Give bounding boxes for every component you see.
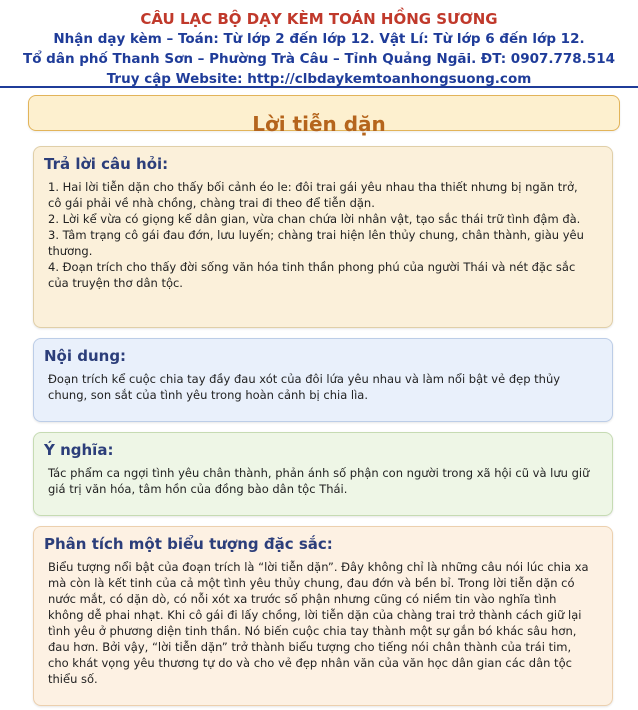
answer-item: 2. Lời kể vừa có giọng kể dân gian, vừa chan chứa lời nhân vật, tạo sắc thái trữ tình đậm đà. <box>48 212 581 226</box>
header-line-subjects: Nhận dạy kèm – Toán: Từ lớp 2 đến lớp 12. Vật Lí: Từ lớp 6 đến lớp 12. <box>53 31 585 47</box>
content-card <box>33 338 613 422</box>
analysis-heading: Phân tích một biểu tượng đặc sắc: <box>44 535 333 553</box>
header-line-website: Truy cập Website: http://clbdaykemtoanhongsuong.com <box>106 71 532 87</box>
content-text: Đoạn trích kể cuộc chia tay đầy đau xót của đôi lứa yêu nhau và làm nổi bật vẻ đẹp thủy chung, son sắt của tình yêu trong hoàn cảnh bị chia lìa. <box>48 372 561 402</box>
page-header <box>0 0 638 89</box>
answers-card <box>33 146 613 328</box>
header-divider <box>0 86 638 88</box>
meaning-heading: Ý nghĩa: <box>44 441 114 459</box>
analysis-text: Biểu tượng nổi bật của đoạn trích là “lời tiễn dặn”. Đây không chỉ là những câu nói lúc chia xa mà còn là kết tinh của cả một tình yêu thủy chung, đau đớn và bền bỉ. Trong lời tiễn dặn có nước mắt, có dặn dò, có nỗi xót xa trước số phận nhưng cũng có niềm tin vào nghĩa tình không dễ phai nhạt. Khi cô gái đi lấy chồng, lời tiễn dặn của chàng trai trở thành cách giữ lại tình yêu ở phương diện tinh thần. Nó biến cuộc chia tay thành một sự gắn bó khác sâu hơn, đau hơn. Bởi vậy, “lời tiễn dặn” trở thành biểu tượng cho tiếng nói chân thành của trái tim, cho khát vọng yêu thương tự do và cho vẻ đẹp nhân văn của văn học dân gian các dân tộc thiểu số. <box>48 560 589 686</box>
meaning-text: Tác phẩm ca ngợi tình yêu chân thành, phản ánh số phận con người trong xã hội cũ và lưu giữ giá trị văn hóa, tâm hồn của đồng bào dân tộc Thái. <box>48 466 590 496</box>
club-name: CÂU LẠC BỘ DẠY KÈM TOÁN HỒNG SƯƠNG <box>140 10 498 28</box>
answer-item: 1. Hai lời tiễn dặn cho thấy bối cảnh éo le: đôi trai gái yêu nhau tha thiết nhưng bị ngăn trở, cô gái phải về nhà chồng, chàng trai đi theo để tiễn dặn. <box>48 180 578 210</box>
answers-heading: Trả lời câu hỏi: <box>44 155 169 173</box>
answer-item: 4. Đoạn trích cho thấy đời sống văn hóa tinh thần phong phú của người Thái và nét đặc sắc của truyện thơ dân tộc. <box>48 260 576 290</box>
header-line-address: Tổ dân phố Thanh Sơn – Phường Trà Câu – Tỉnh Quảng Ngãi. ĐT: 0907.778.514 <box>23 51 615 67</box>
answer-item: 3. Tâm trạng cô gái đau đớn, lưu luyến; chàng trai hiện lên thủy chung, chân thành, giàu yêu thương. <box>48 228 584 258</box>
meaning-card <box>33 432 613 516</box>
content-heading: Nội dung: <box>44 347 127 365</box>
page-title: Lời tiễn dặn <box>252 112 386 136</box>
analysis-card <box>33 526 613 706</box>
